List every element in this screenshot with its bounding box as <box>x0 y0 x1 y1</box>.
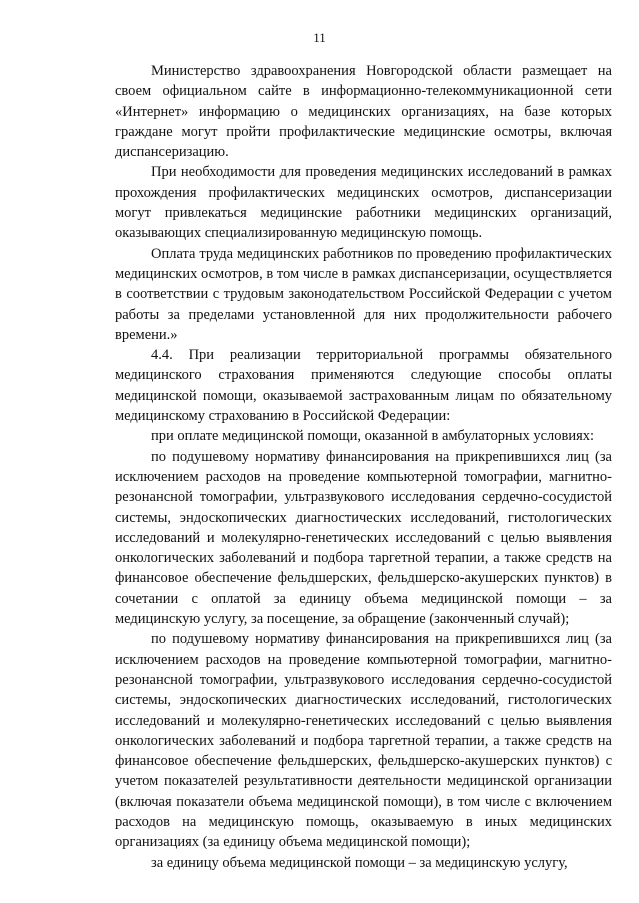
paragraph-per-capita-1: по подушевому нормативу финансирования на прикрепившихся лиц (за исключением расходов на проведение компьютерной томографии, магнитно-резонансной томографии, ультразвукового исследования сердечно-сосудистой системы, эндоскопических диагностических исследований, гистологических исследований и молекулярно-генетических исследований с целью выявления онкологических заболеваний и подбора таргетной терапии, а также средств на финансовое обеспечение фельдшерских, фельдшерско-акушерских пунктов) в сочетании с оплатой за единицу объема медицинской помощи – за медицинскую услугу, за посещение, за обращение (законченный случай); <box>115 448 612 628</box>
paragraph-outpatient-heading: при оплате медицинской помощи, оказанной в амбулаторных условиях: <box>151 428 595 445</box>
paragraph-ministry-info: Министерство здравоохранения Новгородской области размещает на своем официальном сайте в информационно-телекоммуникационной сети «Интернет» информацию о медицинских организациях, на базе которых граждане могут пройти профилактические медицинские осмотры, включая диспансеризацию. <box>115 63 612 161</box>
paragraph-per-capita-2: по подушевому нормативу финансирования на прикрепившихся лиц (за исключением расходов на проведение компьютерной томографии, магнитно-резонансной томографии, ультразвукового исследования сердечно-сосудистой системы, эндоскопических диагностических исследований, гистологических исследований и молекулярно-генетических исследований с целью выявления онкологических заболеваний и подбора таргетной терапии, а также средств на финансовое обеспечение фельдшерских, фельдшерско-акушерских пунктов) с учетом показателей результативности деятельности медицинской организации (включая показатели объема медицинской помощи), в том числе с включением расходов на медицинскую помощь, оказываемую в иных медицинских организациях (за единицу объема медицинской помощи); <box>115 631 612 851</box>
paragraph-medical-workers: При необходимости для проведения медицинских исследований в рамках прохождения профилактических медицинских осмотров, диспансеризации могут привлекаться медицинские работники медицинских организаций, оказывающих специализированную медицинскую помощь. <box>115 164 612 242</box>
page-number: 11 <box>313 30 326 45</box>
paragraph-unit-volume: за единицу объема медицинской помощи – за медицинскую услугу, <box>151 854 568 871</box>
paragraph-labor-payment: Оплата труда медицинских работников по проведению профилактических медицинских осмотров, в том числе в рамках диспансеризации, осуществляется в соответствии с трудовым законодательством Российской Федерации с учетом работы за пределами установленной для них продолжительности рабочего времени.» <box>115 245 612 343</box>
document-body <box>115 61 612 873</box>
paragraph-section-4-4: 4.4. При реализации территориальной программы обязательного медицинского страхования применяются следующие способы оплаты медицинской помощи, оказываемой застрахованным лицам по обязательному медицинскому страхованию в Российской Федерации: <box>115 347 612 425</box>
